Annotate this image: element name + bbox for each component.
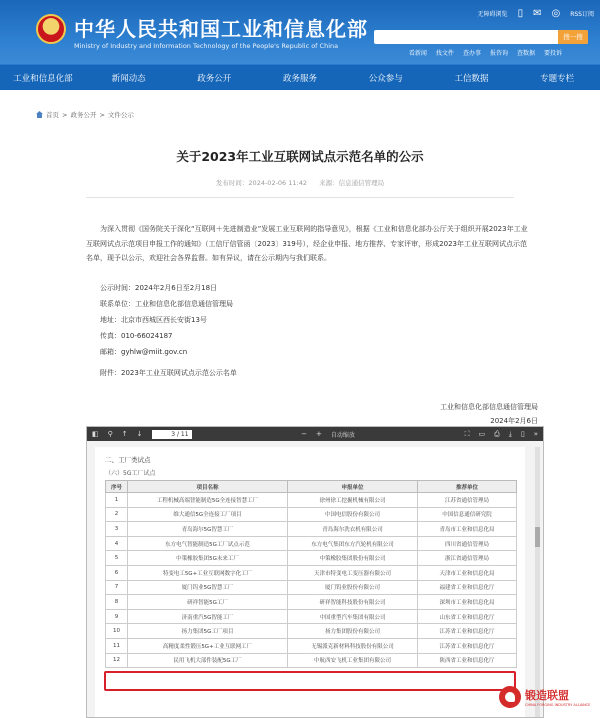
quick-link-services[interactable]: 查办事 xyxy=(462,50,481,57)
table-row-highlighted xyxy=(106,638,517,653)
table-row xyxy=(106,624,517,639)
table-row xyxy=(106,551,517,566)
table-header-row xyxy=(106,481,517,493)
cell-applicant: 无锡派克新材料科技股份有限公司 xyxy=(288,638,418,653)
breadcrumb-separator: > xyxy=(62,110,68,119)
page-title: 关于2023年工业互联网试点示范名单的公示 xyxy=(176,149,424,164)
cell-applicant: 厦门钨业股份有限公司 xyxy=(288,580,418,595)
cell-project: 扬力集团5G工厂项目 xyxy=(128,624,288,639)
cell-recommender: 江苏省工业和信息化厅 xyxy=(418,638,517,653)
contact-fax: 传真：010-66024187 xyxy=(100,332,173,340)
quick-link-consult[interactable]: 报咨询 xyxy=(489,50,508,57)
mail-icon[interactable]: ✉ xyxy=(533,8,542,19)
search-button[interactable]: 搜一搜 xyxy=(558,30,588,44)
cell-recommender: 江苏省通信管理局 xyxy=(418,493,517,508)
site-header xyxy=(0,0,600,64)
forging-alliance-logo-icon xyxy=(499,686,521,708)
contact-info xyxy=(100,280,233,360)
rss-link[interactable]: RSS订阅 xyxy=(570,11,594,18)
subsection-heading: （六）5G工厂试点 xyxy=(105,470,156,477)
nav-item-public-affairs[interactable]: 政务公开 xyxy=(197,73,232,84)
nav-item-news[interactable]: 新闻动态 xyxy=(111,73,146,84)
table-row xyxy=(106,522,517,537)
cell-recommender: 深圳市工业和信息化局 xyxy=(418,595,517,610)
print-icon[interactable]: ⎙ xyxy=(494,429,500,438)
cell-applicant: 中策橡胶集团股份有限公司 xyxy=(288,551,418,566)
quick-link-data[interactable]: 查数据 xyxy=(516,50,535,57)
table-row xyxy=(106,653,517,668)
cell-index: 5 xyxy=(106,551,128,566)
notice-period: 公示时间：2024年2月6日至2月18日 xyxy=(100,284,218,292)
column-header-index: 序号 xyxy=(106,481,128,493)
cell-project: 高精度柔性锻压5G+工业互联网工厂 xyxy=(128,638,288,653)
main-nav xyxy=(0,64,600,90)
cell-recommender: 四川省通信管理局 xyxy=(418,536,517,551)
cell-applicant: 天津市特变电工变压器有限公司 xyxy=(288,565,418,580)
weibo-icon[interactable]: ◎ xyxy=(551,8,561,19)
cell-project: 民用飞机大部件装配5G工厂 xyxy=(128,653,288,668)
accessibility-link[interactable]: 无障碍浏览 xyxy=(477,11,508,18)
nav-item-topics[interactable]: 专题专栏 xyxy=(540,73,575,84)
column-header-recommender: 推荐单位 xyxy=(418,481,517,493)
page-number-input[interactable]: 3 / 11 xyxy=(152,430,192,439)
cell-index: 7 xyxy=(106,580,128,595)
cell-applicant: 中航西安飞机工业集团有限公司 xyxy=(288,653,418,668)
quick-link-complaint[interactable]: 要投诉 xyxy=(543,50,562,57)
mobile-icon[interactable]: ▯ xyxy=(517,8,524,19)
table-row xyxy=(106,580,517,595)
cell-applicant: 东方电气集团东方汽轮机有限公司 xyxy=(288,536,418,551)
cell-applicant: 中国重型汽车集团有限公司 xyxy=(288,609,418,624)
national-emblem-icon xyxy=(36,14,66,44)
cell-index: 1 xyxy=(106,493,128,508)
cell-project: 维大通信5G全连接工厂项目 xyxy=(128,507,288,522)
column-header-applicant: 申报单位 xyxy=(288,481,418,493)
pdf-scrollbar[interactable] xyxy=(535,447,540,717)
cell-index: 2 xyxy=(106,507,128,522)
nav-item-home[interactable]: 工业和信息化部 xyxy=(13,73,73,84)
site-subtitle: Ministry of Industry and Information Technology of the People's Republic of China xyxy=(74,42,339,50)
top-links xyxy=(478,8,594,19)
cell-index: 11 xyxy=(106,638,128,653)
column-header-project: 项目名称 xyxy=(128,481,288,493)
cell-recommender: 中国信息通信研究院 xyxy=(418,507,517,522)
cell-recommender: 浙江省通信管理局 xyxy=(418,551,517,566)
cell-applicant: 青岛海尔洗衣机有限公司 xyxy=(288,522,418,537)
cell-project: 中策橡胶集团5G未来工厂 xyxy=(128,551,288,566)
cell-index: 10 xyxy=(106,624,128,639)
zoom-in-icon[interactable]: + xyxy=(316,430,322,438)
watermark-text xyxy=(525,687,590,707)
prev-page-icon[interactable]: ↑ xyxy=(121,430,128,438)
section-heading: 二、工厂类试点 xyxy=(105,456,151,464)
breadcrumb xyxy=(36,110,134,119)
table-row xyxy=(106,595,517,610)
search-icon[interactable]: ⚲ xyxy=(107,430,113,438)
breadcrumb-file-notice[interactable]: 文件公示 xyxy=(107,111,134,119)
attachment-link[interactable]: 附件：2023年工业互联网试点示范公示名单 xyxy=(100,369,237,377)
article-paragraph: 为深入贯彻《国务院关于深化“互联网＋先进制造业”发展工业互联网的指导意见》，根据《工业和信息化部办公厅关于组织开展2023年工业互联网试点示范项目申报工作的通知》（工信厅信管函〔2023〕319号），经企业申报、地方推荐、专家评审，形成2023年工业互联网试点示范名单，现予以公示，欢迎社会各界监督。如有异议，请在公示期内与我们联系。 xyxy=(86,225,528,262)
zoom-out-icon[interactable]: − xyxy=(301,430,308,438)
watermark xyxy=(499,686,590,708)
nav-item-data[interactable]: 工信数据 xyxy=(454,73,489,84)
cell-recommender: 福建省工业和信息化厅 xyxy=(418,580,517,595)
cell-project: 厦门钨业5G智慧工厂 xyxy=(128,580,288,595)
table-row xyxy=(106,565,517,580)
breadcrumb-public-affairs[interactable]: 政务公开 xyxy=(70,111,97,119)
cell-project: 研祥智能5G工厂 xyxy=(128,595,288,610)
open-file-icon[interactable]: ▭ xyxy=(478,430,486,438)
signature-date: 2024年2月6日 xyxy=(490,417,538,425)
table-row xyxy=(106,609,517,624)
home-icon xyxy=(36,111,43,118)
sidebar-toggle-icon[interactable]: ◧ xyxy=(92,430,99,438)
cell-recommender: 陕西省工业和信息化厅 xyxy=(418,653,517,668)
highlight-box xyxy=(104,671,516,691)
cell-project: 济南重汽5G智能工厂 xyxy=(128,609,288,624)
search-input[interactable] xyxy=(374,30,588,44)
quick-link-files[interactable]: 找文件 xyxy=(435,50,454,57)
publish-date: 发布时间：2024-02-06 11:42 xyxy=(215,179,307,187)
cell-recommender: 青岛市工业和信息化局 xyxy=(418,522,517,537)
signature-org: 工业和信息化部信息通信管理局 xyxy=(440,403,538,411)
site-title[interactable]: 中华人民共和国工业和信息化部 xyxy=(74,17,368,41)
cell-recommender: 江苏省工业和信息化厅 xyxy=(418,624,517,639)
pdf-scroll-thumb[interactable] xyxy=(535,527,540,547)
cell-index: 4 xyxy=(106,536,128,551)
next-page-icon[interactable]: ↓ xyxy=(136,430,143,438)
signature xyxy=(440,400,538,428)
pilot-list-table xyxy=(105,480,517,668)
fullscreen-icon[interactable]: ⛶ xyxy=(464,429,470,438)
cell-recommender: 山东省工业和信息化厅 xyxy=(418,609,517,624)
cell-project: 工程机械高端智能制造5G全连接智慧工厂 xyxy=(128,493,288,508)
article-meta xyxy=(0,178,600,187)
pdf-toolbar xyxy=(87,427,543,441)
breadcrumb-separator: > xyxy=(99,110,105,119)
table-row xyxy=(106,536,517,551)
table-row xyxy=(106,493,517,508)
quick-link-news[interactable]: 看新闻 xyxy=(408,50,427,57)
cell-index: 3 xyxy=(106,522,128,537)
watermark-name: 锻造联盟 xyxy=(525,689,569,702)
zoom-select[interactable]: 自动缩放 xyxy=(330,431,355,439)
cell-project: 特变电工5G+工业互联网数字化工厂 xyxy=(128,565,288,580)
table-row xyxy=(106,507,517,522)
breadcrumb-home[interactable]: 首页 xyxy=(46,111,59,119)
cell-applicant: 徐州徐工挖掘机械有限公司 xyxy=(288,493,418,508)
cell-project: 青岛海尔5G智慧工厂 xyxy=(128,522,288,537)
download-icon[interactable]: ⤓ xyxy=(508,429,512,438)
tools-icon[interactable]: » xyxy=(533,430,538,438)
contact-unit: 联系单位：工业和信息化部信息通信管理局 xyxy=(100,300,233,308)
cell-index: 6 xyxy=(106,565,128,580)
quick-links xyxy=(409,48,562,57)
watermark-subtitle: CHINA FORGING INDUSTRY ALLIANCE xyxy=(525,703,591,707)
cell-applicant: 中国电信股份有限公司 xyxy=(288,507,418,522)
nav-item-services[interactable]: 政务服务 xyxy=(283,73,318,84)
contact-address: 地址：北京市西城区西长安街13号 xyxy=(100,316,207,324)
cell-project: 东方电气智能制造5G工厂试点示范 xyxy=(128,536,288,551)
cell-index: 8 xyxy=(106,595,128,610)
contact-email[interactable]: 邮箱：gyhlw@miit.gov.cn xyxy=(100,348,188,356)
nav-item-participation[interactable]: 公众参与 xyxy=(368,73,403,84)
cell-recommender: 天津市工业和信息化局 xyxy=(418,565,517,580)
article-source: 来源：信息通信管理局 xyxy=(319,179,385,187)
cell-applicant: 扬力集团股份有限公司 xyxy=(288,624,418,639)
cell-applicant: 研祥智能科技股份有限公司 xyxy=(288,595,418,610)
bookmark-icon[interactable]: ▯ xyxy=(520,430,525,438)
cell-index: 12 xyxy=(106,653,128,668)
cell-index: 9 xyxy=(106,609,128,624)
divider xyxy=(86,197,514,198)
